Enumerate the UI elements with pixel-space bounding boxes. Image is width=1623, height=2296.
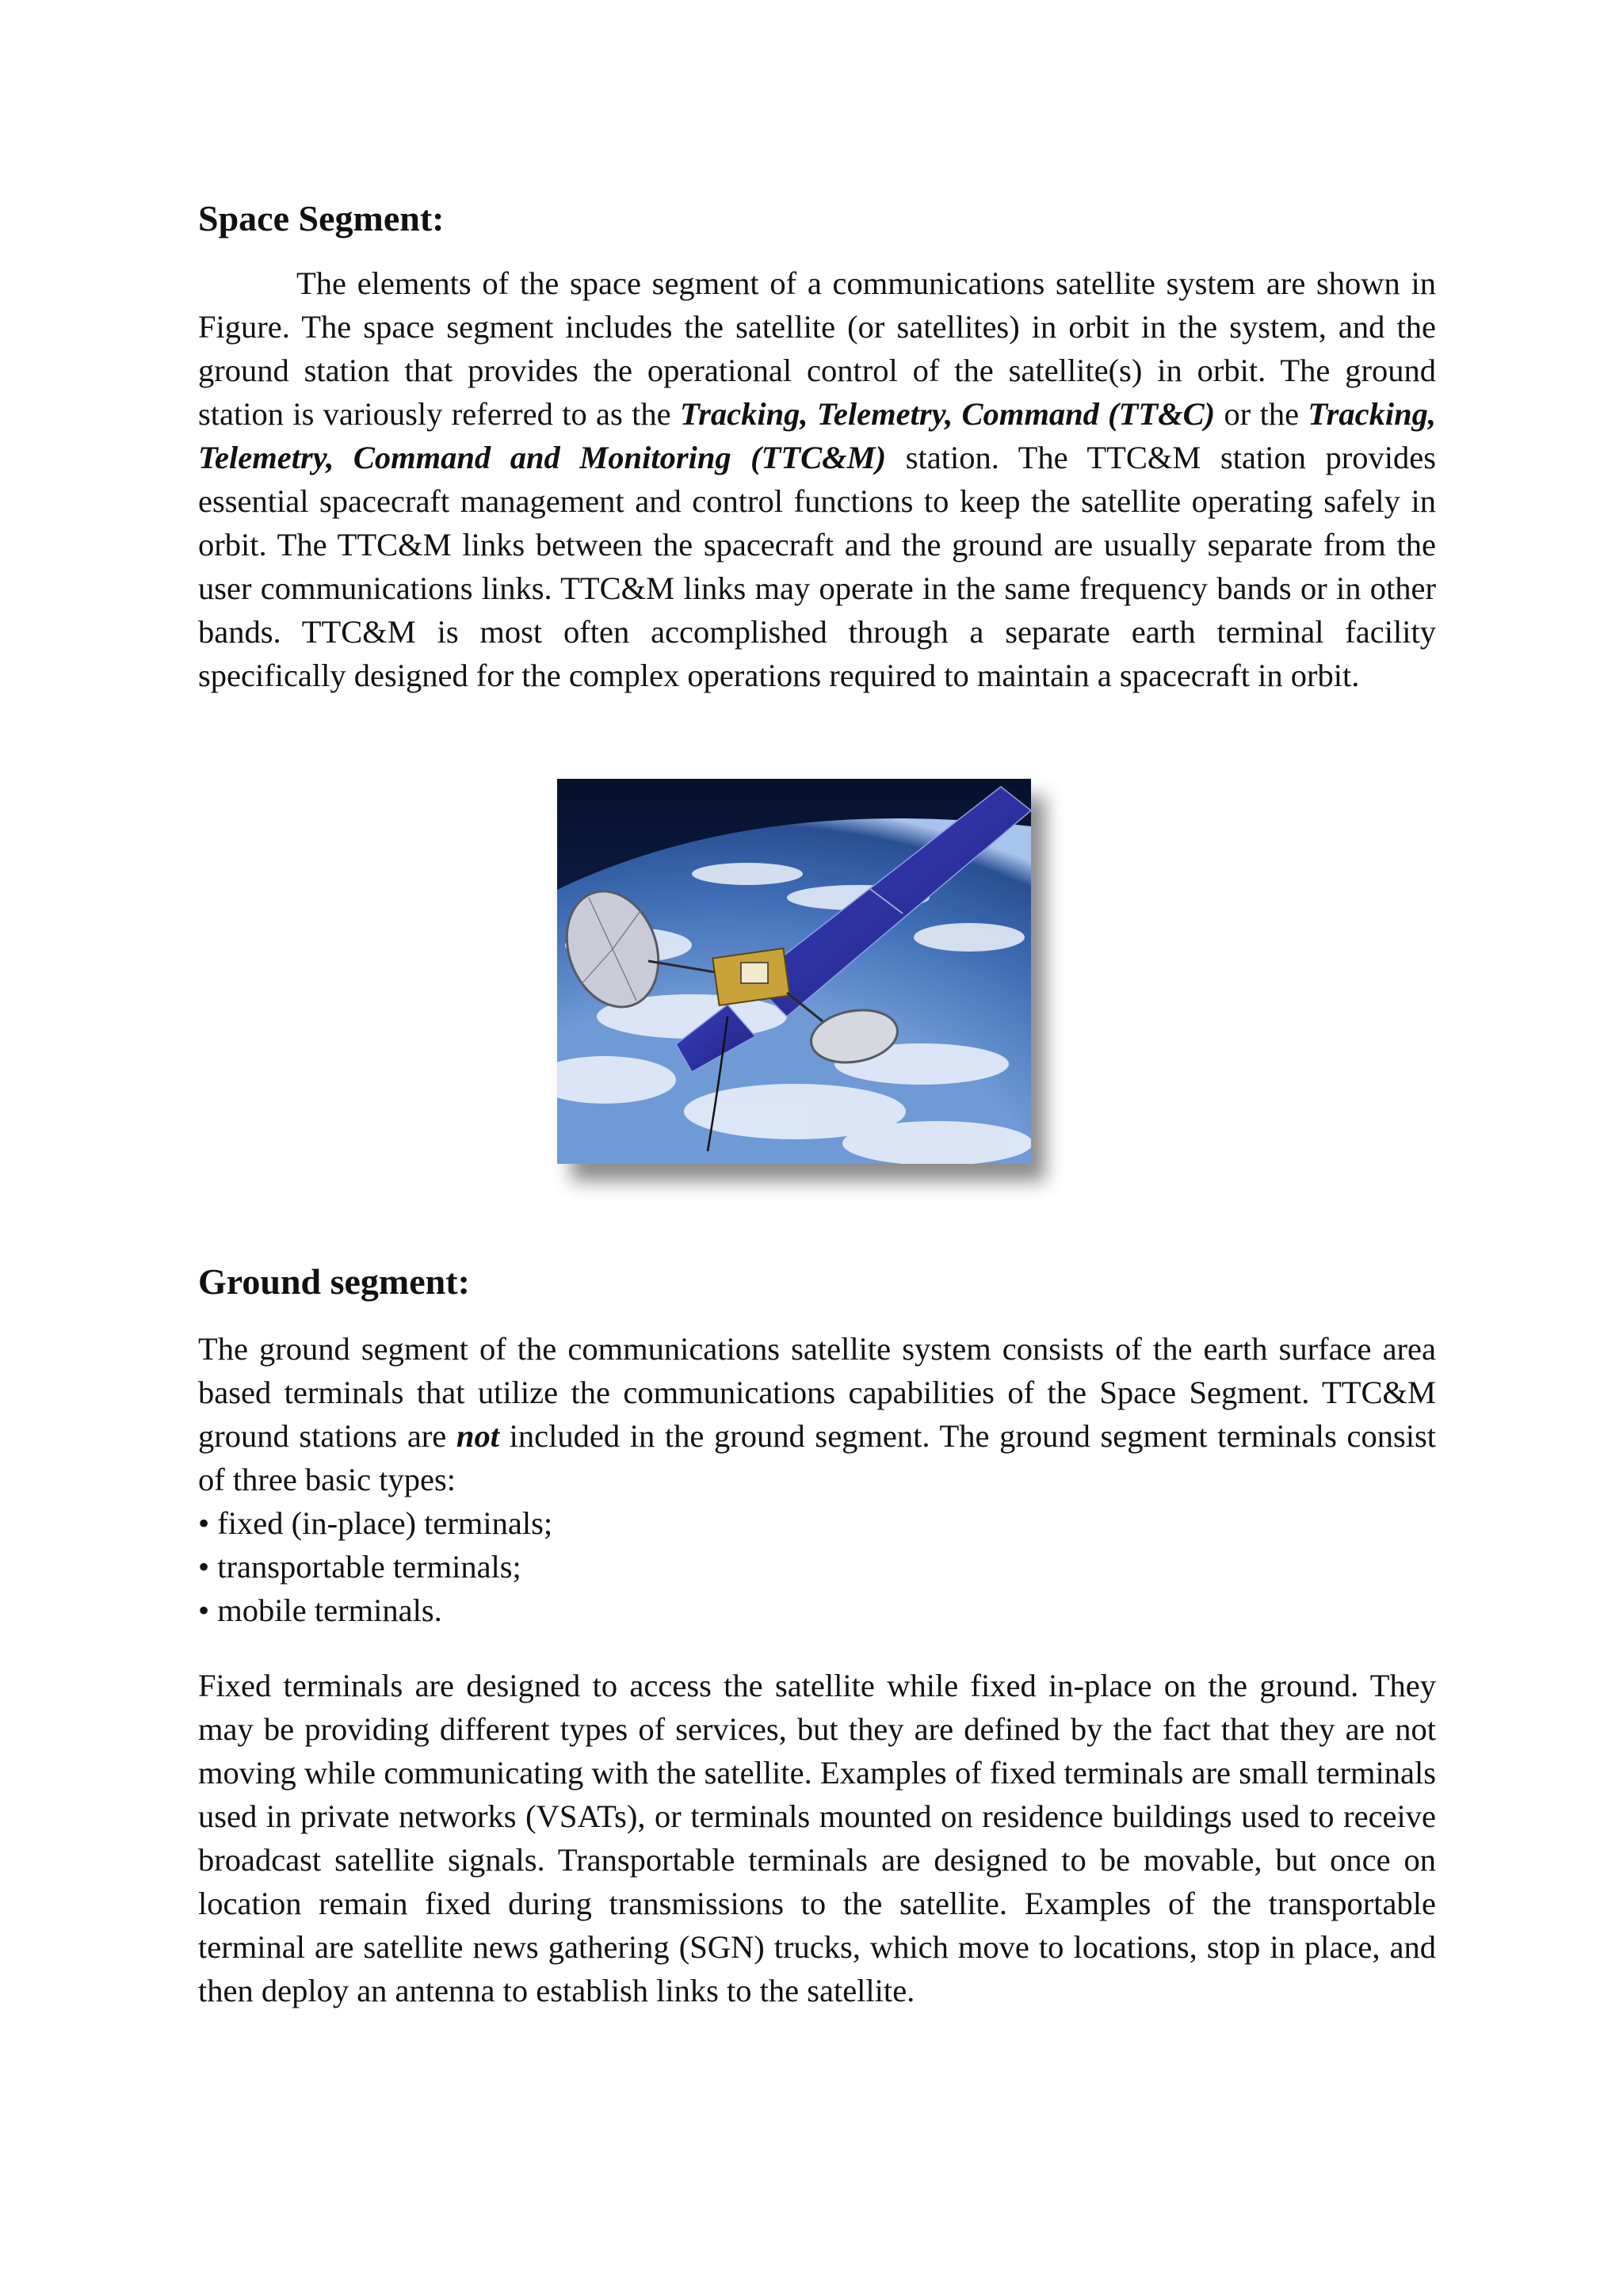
emphasis-not: not bbox=[456, 1418, 499, 1454]
space-text-part-3: station. The TTC&M station provides essential spacecraft management and control functions to keep the satellite operating safely in orbit. The TTC&M links between the spacecraft and the ground are usually separate from the user communications links. TTC&M links may operate in the same frequency bands or in other bands. TTC&M is most often accomplished through a separate earth terminal facility specifically designed for the complex operations required to maintain a spacecraft in orbit. bbox=[198, 440, 1437, 693]
space-segment-heading: Space Segment: bbox=[198, 198, 445, 238]
satellite-image bbox=[557, 779, 1031, 1164]
terminal-types-list bbox=[198, 1501, 1436, 1632]
list-item: • transportable terminals; bbox=[198, 1549, 521, 1585]
satellite-figure bbox=[557, 779, 1031, 1164]
bus-panel bbox=[741, 963, 768, 983]
term-ttcm: Tracking, Telemetry, Command and Monitoring (TTC&M) bbox=[198, 396, 1437, 475]
list-item: • mobile terminals. bbox=[198, 1592, 442, 1628]
list-item: • fixed (in-place) terminals; bbox=[198, 1505, 553, 1541]
ground-segment-heading: Ground segment: bbox=[198, 1261, 470, 1302]
space-text-part-1: The elements of the space segment of a communications satellite system are shown in Figure. The space segment includes the satellite (or satellites) in orbit in the system, and the ground station that provides the operational control of the satellite(s) in orbit. The ground station is variously referred to as the bbox=[198, 265, 1436, 432]
fixed-terminals-paragraph: Fixed terminals are designed to access the satellite while fixed in-place on the ground. They may be providing different types of services, but they are defined by the fact that they are not moving while communicating with the satellite. Examples of fixed terminals are small terminals used in private networks (VSATs), or terminals mounted on residence buildings used to receive broadcast satellite signals. Transportable terminals are designed to be movable, but once on location remain fixed during transmissions to the satellite. Examples of the transportable terminal are satellite news gathering (SGN) trucks, which move to locations, stop in place, and then deploy an antenna to establish links to the satellite. bbox=[198, 1668, 1436, 2008]
space-text-part-2: or the bbox=[1215, 396, 1308, 432]
ground-text-part-1: The ground segment of the communications satellite system consists of the earth surface area based terminals that utilize the communications capabilities of the Space Segment. TTC&M ground stations are bbox=[198, 1331, 1436, 1454]
term-ttc: Tracking, Telemetry, Command (TT&C) bbox=[679, 396, 1216, 432]
ground-segment-paragraph bbox=[198, 1327, 1436, 1501]
space-segment-paragraph bbox=[198, 261, 1436, 697]
ground-text-part-2: included in the ground segment. The ground segment terminals consist of three basic types: bbox=[198, 1418, 1436, 1497]
